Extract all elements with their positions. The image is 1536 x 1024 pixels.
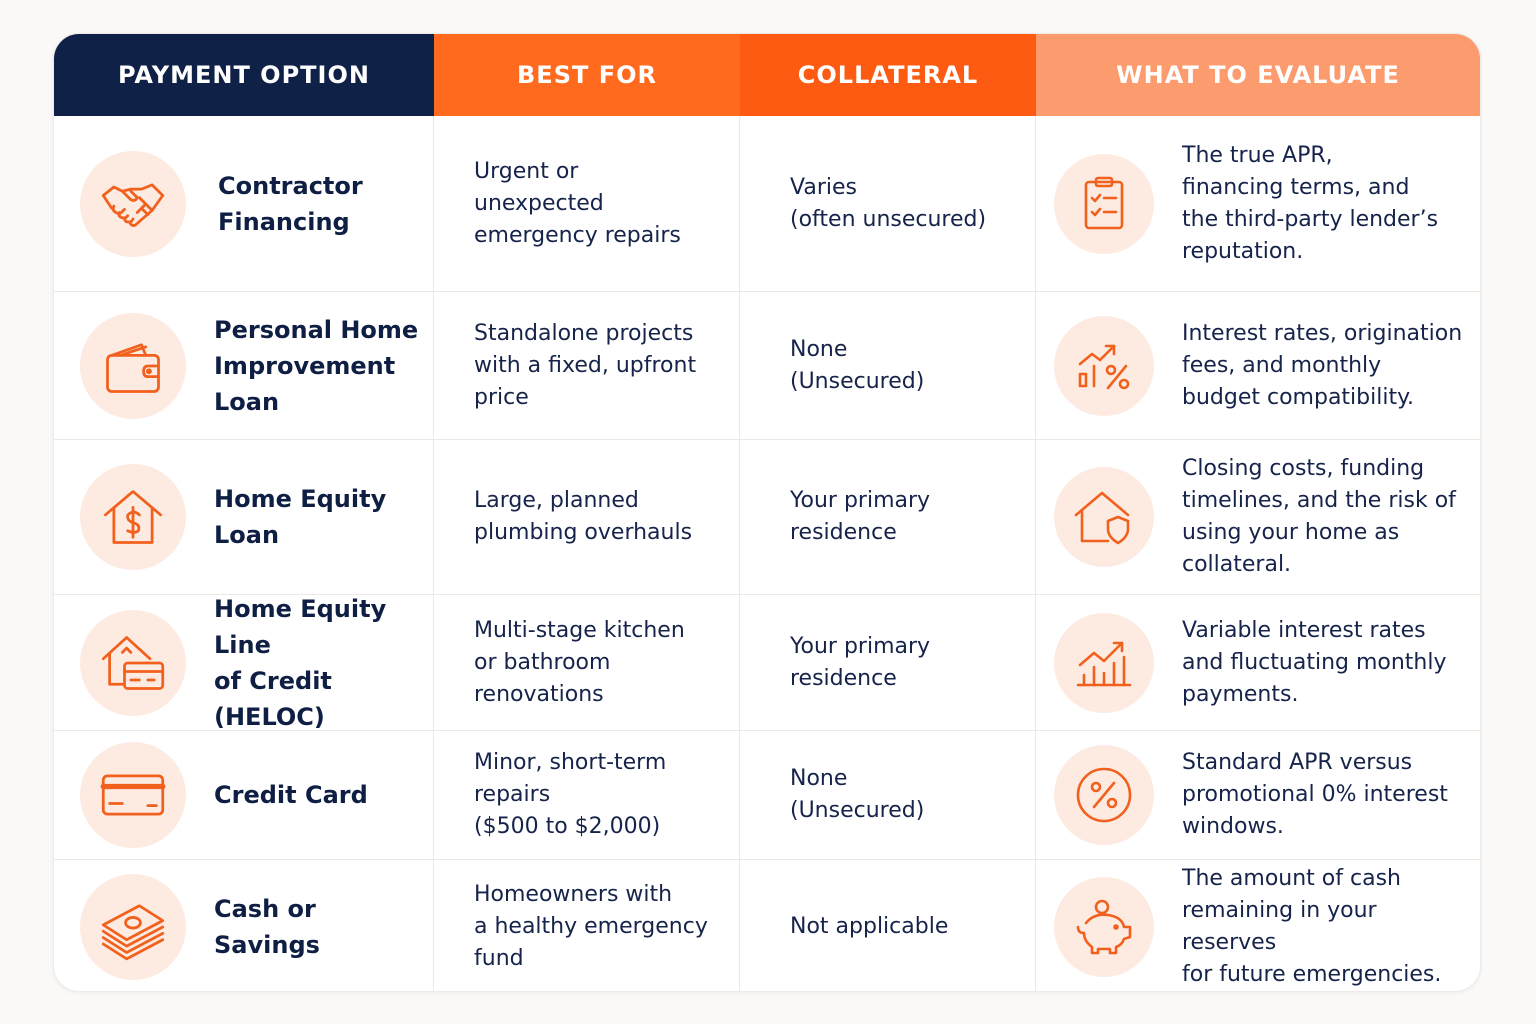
percent-circle-icon [1072, 763, 1136, 827]
payment-option-name: Home Equity Loan [214, 485, 387, 549]
best-for-text: Standalone projects with a fixed, upfront price [474, 320, 697, 410]
best-for-cell [434, 595, 740, 730]
collateral-text: Your primary residence [790, 488, 931, 545]
icon-badge [1054, 613, 1154, 713]
best-for-cell [434, 292, 740, 439]
icon-badge [80, 610, 186, 716]
best-for-cell [434, 116, 740, 291]
evaluate-cell [1036, 595, 1480, 730]
evaluate-text: The amount of cash remaining in your reserves for future emergencies. [1182, 866, 1442, 987]
evaluate-cell [1036, 860, 1480, 992]
icon-badge [1054, 877, 1154, 977]
handshake-icon [99, 170, 167, 238]
collateral-text: None (Unsecured) [790, 336, 925, 394]
payment-option-cell [54, 860, 434, 992]
icon-badge [80, 151, 186, 257]
payment-option-cell [54, 731, 434, 859]
table-row [54, 595, 1480, 731]
header-collateral: COLLATERAL [740, 34, 1036, 116]
collateral-text: Varies (often unsecured) [790, 174, 987, 232]
house-shield-icon [1072, 485, 1136, 549]
icon-badge [1054, 154, 1154, 254]
icon-badge [1054, 745, 1154, 845]
collateral-text: Your primary residence [790, 633, 931, 691]
table-row [54, 860, 1480, 992]
header-best-for: BEST FOR [434, 34, 740, 116]
payment-option-name: Personal Home Improvement Loan [214, 315, 419, 416]
collateral-text: None (Unsecured) [790, 766, 925, 823]
icon-badge [1054, 467, 1154, 567]
collateral-cell [740, 116, 1036, 291]
icon-badge [80, 742, 186, 848]
evaluate-text: Closing costs, funding timelines, and the risk of using your home as collateral. [1182, 456, 1456, 577]
clipboard-checklist-icon [1072, 172, 1136, 236]
evaluate-text: The true APR, financing terms, and the third-party lender’s reputation. [1182, 142, 1439, 264]
evaluate-text: Variable interest rates and fluctuating monthly payments. [1182, 617, 1447, 707]
icon-badge [1054, 316, 1154, 416]
payment-option-name: Contractor Financing [218, 171, 363, 236]
percent-trend-icon [1072, 334, 1136, 398]
collateral-cell [740, 440, 1036, 594]
collateral-cell [740, 292, 1036, 439]
table-row [54, 116, 1480, 292]
cash-stack-icon [99, 893, 167, 961]
collateral-cell [740, 595, 1036, 730]
house-credit-card-icon [99, 629, 167, 697]
evaluate-cell [1036, 116, 1480, 291]
best-for-cell [434, 731, 740, 859]
credit-card-icon [99, 761, 167, 829]
wallet-icon [99, 332, 167, 400]
piggy-bank-icon [1072, 895, 1136, 959]
bar-chart-trend-icon [1072, 631, 1136, 695]
best-for-text: Multi-stage kitchen or bathroom renovations [474, 617, 685, 707]
best-for-text: Minor, short-term repairs ($500 to $2,000) [474, 750, 667, 839]
payment-option-name: Credit Card [214, 781, 368, 809]
best-for-text: Homeowners with a healthy emergency fund [474, 882, 708, 971]
best-for-text: Large, planned plumbing overhauls [474, 488, 693, 545]
icon-badge [80, 464, 186, 570]
table-row [54, 440, 1480, 595]
evaluate-cell [1036, 731, 1480, 859]
table-row [54, 731, 1480, 860]
icon-badge [80, 874, 186, 980]
payment-option-name: Cash or Savings [214, 895, 320, 959]
payment-option-cell [54, 292, 434, 439]
payment-options-table [53, 33, 1481, 992]
table-header [54, 34, 1480, 116]
evaluate-text: Interest rates, origination fees, and monthly budget compatibility. [1182, 320, 1463, 410]
header-what-to-evaluate: WHAT TO EVALUATE [1036, 34, 1480, 116]
payment-option-name: Home Equity Line of Credit (HELOC) [214, 594, 387, 731]
house-dollar-icon [99, 483, 167, 551]
best-for-cell [434, 860, 740, 992]
best-for-cell [434, 440, 740, 594]
evaluate-cell [1036, 292, 1480, 439]
payment-option-cell [54, 116, 434, 291]
evaluate-text: Standard APR versus promotional 0% interest windows. [1182, 750, 1448, 839]
header-payment-option: PAYMENT OPTION [54, 34, 434, 116]
collateral-cell [740, 731, 1036, 859]
payment-option-cell [54, 595, 434, 730]
best-for-text: Urgent or unexpected emergency repairs [474, 158, 681, 248]
payment-option-cell [54, 440, 434, 594]
table-row [54, 292, 1480, 440]
evaluate-cell [1036, 440, 1480, 594]
collateral-text: Not applicable [790, 914, 949, 939]
collateral-cell [740, 860, 1036, 992]
icon-badge [80, 313, 186, 419]
